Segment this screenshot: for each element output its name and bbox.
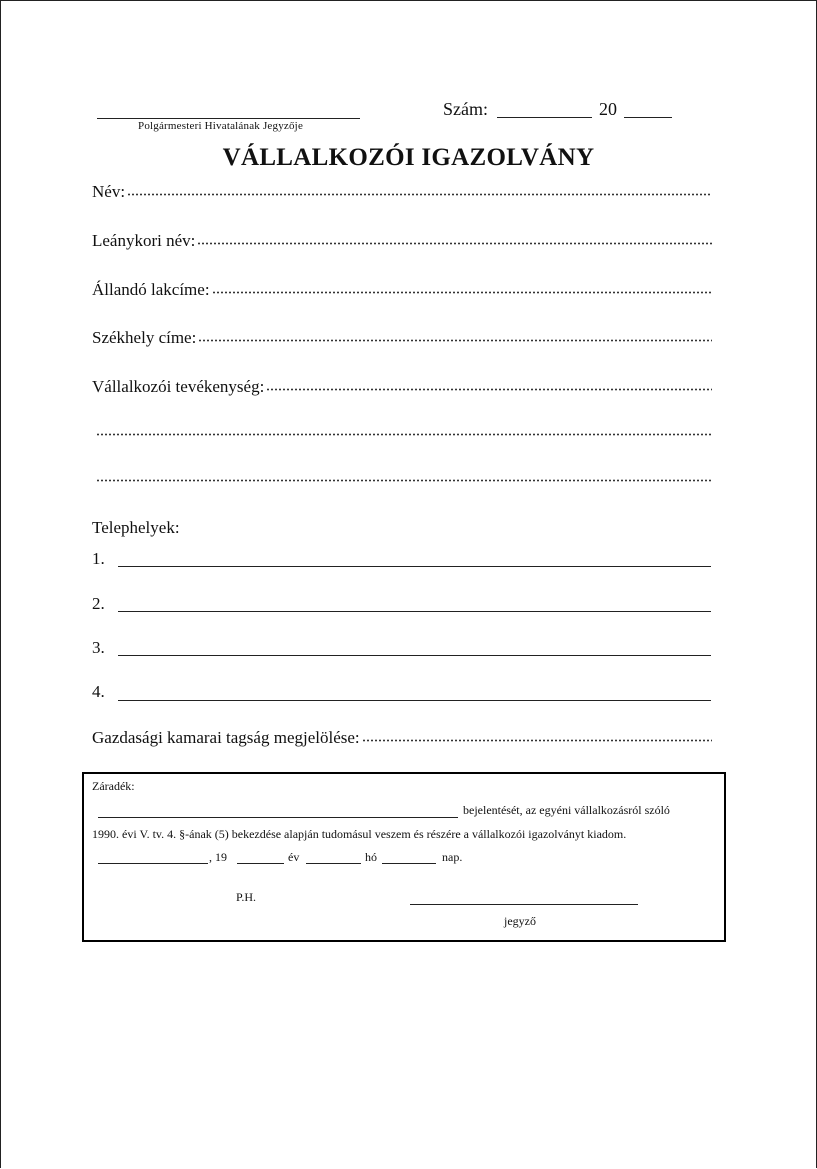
field-name-label: Név:	[92, 182, 126, 201]
clause-month-line[interactable]	[306, 863, 361, 864]
field-chamber[interactable]	[92, 728, 712, 750]
clause-box	[82, 772, 726, 942]
field-maiden-name-label: Leánykori név:	[92, 231, 196, 250]
clause-name-line[interactable]	[98, 817, 458, 818]
site-line-1[interactable]	[118, 566, 711, 567]
year-line	[624, 117, 672, 118]
clause-heading: Záradék:	[92, 779, 135, 793]
field-permanent-address-dots	[212, 291, 712, 295]
office-name-line	[97, 118, 360, 119]
office-caption: Polgármesteri Hivatalának Jegyzője	[138, 120, 304, 132]
field-permanent-address[interactable]	[92, 280, 712, 302]
field-permanent-address-label: Állandó lakcíme:	[92, 280, 210, 299]
site-number-4: 4.	[92, 682, 105, 701]
field-maiden-name[interactable]	[92, 231, 712, 253]
sites-heading: Telephelyek:	[92, 518, 180, 537]
clause-date-sep: , 19	[209, 850, 227, 864]
clause-place-line[interactable]	[98, 863, 208, 864]
field-name-dots	[127, 193, 712, 197]
site-line-4[interactable]	[118, 700, 711, 701]
clause-day-line[interactable]	[382, 863, 436, 864]
field-activity[interactable]	[92, 377, 712, 399]
clause-line-2: 1990. évi V. tv. 4. §-ának (5) bekezdése alapján tudomásul veszem és részére a vállalkozói igazolványt kiadom.	[92, 827, 627, 841]
site-line-2[interactable]	[118, 611, 711, 612]
field-chamber-dots	[362, 739, 712, 743]
field-name[interactable]	[92, 182, 712, 204]
activity-extra-line-1[interactable]	[96, 433, 712, 436]
clause-day-label: nap.	[442, 850, 463, 864]
clause-year-line[interactable]	[237, 863, 284, 864]
field-headquarters-dots	[198, 339, 712, 343]
page-title: VÁLLALKOZÓI IGAZOLVÁNY	[222, 144, 595, 171]
stamp-label: P.H.	[236, 890, 257, 904]
activity-extra-line-2[interactable]	[96, 479, 712, 482]
clause-year-label: év	[288, 850, 300, 864]
site-number-2: 2.	[92, 594, 105, 613]
number-label: Szám:	[443, 99, 488, 119]
signature-line[interactable]	[410, 904, 638, 905]
number-line	[497, 117, 592, 118]
field-chamber-label: Gazdasági kamarai tagság megjelölése:	[92, 728, 360, 747]
signature-label: jegyző	[504, 914, 536, 928]
clause-line-1: bejelentését, az egyéni vállalkozásról szóló	[463, 803, 670, 817]
field-headquarters[interactable]	[92, 328, 712, 350]
field-maiden-name-dots	[197, 242, 712, 246]
field-headquarters-label: Székhely címe:	[92, 328, 197, 347]
site-line-3[interactable]	[118, 655, 711, 656]
year-prefix: 20	[599, 99, 617, 119]
site-number-3: 3.	[92, 638, 105, 657]
field-activity-dots	[266, 388, 712, 392]
site-number-1: 1.	[92, 549, 105, 568]
field-activity-label: Vállalkozói tevékenység:	[92, 377, 265, 396]
clause-month-label: hó	[365, 850, 377, 864]
